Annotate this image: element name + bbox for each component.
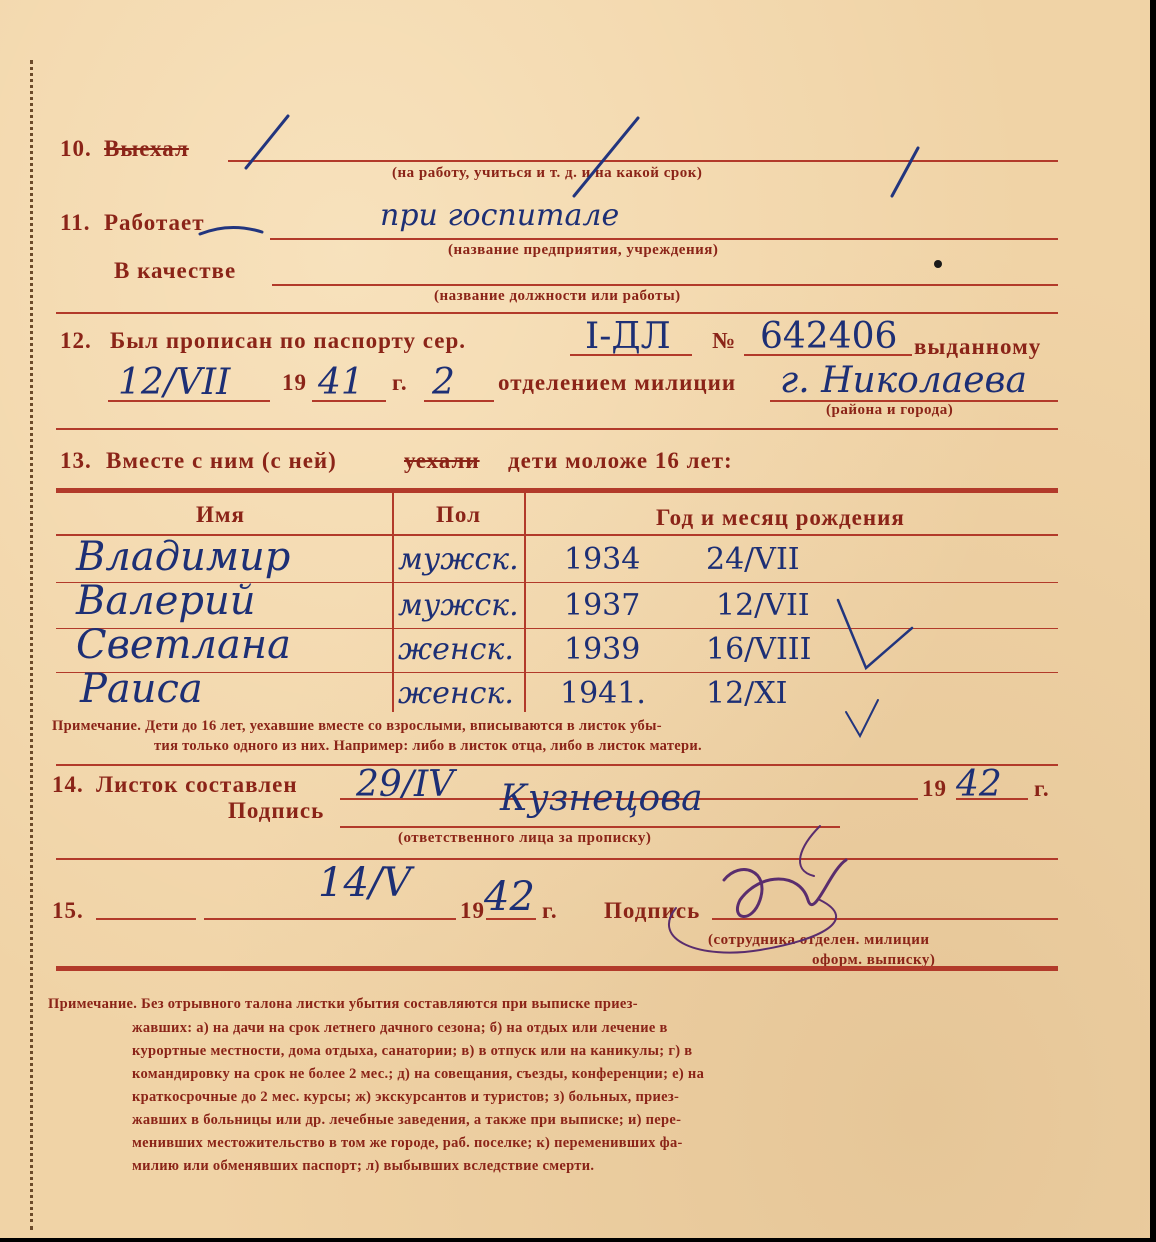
item11-label: Работает bbox=[104, 210, 205, 235]
signature-scribble bbox=[724, 860, 846, 917]
item12-city: г. Николаева bbox=[780, 360, 1027, 401]
item10-caption: (на работу, учиться и т. д. и на какой срок) bbox=[392, 165, 703, 181]
item12-number-label: № bbox=[712, 328, 737, 353]
signature-tail bbox=[800, 826, 820, 876]
item12-label: Был прописан по паспорту сер. bbox=[110, 328, 467, 353]
item11-caption: (название предприятия, учреждения) bbox=[448, 242, 719, 258]
note1-title: Примечание. bbox=[52, 718, 142, 734]
checkmark-icon bbox=[846, 700, 878, 736]
note2-line-2: курортные местности, дома отдыха, санатории; в) в отпуск или на каникулы; г) в bbox=[132, 1043, 693, 1059]
item12-dept-label: отделением милиции bbox=[498, 370, 737, 395]
item15-sign-label: Подпись bbox=[604, 898, 701, 923]
item15-sign-caption1: (сотрудника отделен. милиции bbox=[708, 932, 930, 948]
item14-year-prefix: 19 bbox=[922, 776, 947, 801]
table-row-2-year: 1937 bbox=[564, 588, 641, 623]
table-row-4-sex: женск. bbox=[398, 676, 514, 711]
note2-line-5: жавших в больницы или др. лечебные заведения, а также при выписке; и) пере- bbox=[132, 1112, 682, 1128]
table-row-3-date: 16/VIII bbox=[706, 632, 812, 667]
item10-strike-mark bbox=[892, 148, 918, 196]
item12-dept-number: 2 bbox=[432, 362, 455, 403]
table-header-birth: Год и месяц рождения bbox=[656, 505, 905, 530]
table-row-2-date: 12/VII bbox=[716, 588, 810, 623]
item12-year-unit: г. bbox=[392, 370, 408, 395]
item15-year-suffix: 42 bbox=[484, 874, 535, 920]
item12-passport-number: 642406 bbox=[760, 316, 898, 357]
item13-struck-word: уехали bbox=[404, 448, 480, 473]
item12-series: I-ДЛ bbox=[585, 316, 671, 357]
item11-number: 11. bbox=[60, 210, 91, 235]
stamp-signature-scribble bbox=[669, 900, 836, 953]
table-header-sex: Пол bbox=[436, 502, 481, 527]
item14-date: 29/IV bbox=[356, 764, 455, 805]
note2-line-1: жавших: а) на дачи на срок летнего дачного сезона; б) на отдых или лечение в bbox=[132, 1020, 668, 1036]
table-row-2-name: Валерий bbox=[76, 578, 256, 624]
item14-year-suffix: 42 bbox=[956, 764, 1002, 805]
item11-role-caption: (название должности или работы) bbox=[434, 288, 681, 304]
item12-issued-label: выданному bbox=[914, 334, 1042, 359]
note2-line-0-text: Без отрывного талона листки убытия составляются при выписке приез- bbox=[141, 996, 638, 1012]
item14-signature: Кузнецова bbox=[500, 778, 703, 819]
note2-line-7: милию или обменявших паспорт; л) выбывших вследствие смерти. bbox=[132, 1158, 595, 1174]
item15-sign-caption2: оформ. выписку) bbox=[812, 952, 936, 968]
note2-title: Примечание. bbox=[48, 996, 138, 1012]
item14-sign-caption: (ответственного лица за прописку) bbox=[398, 830, 652, 846]
note1-line1: Дети до 16 лет, уехавшие вместе со взрослыми, вписываются в листок убы- bbox=[145, 718, 662, 734]
item12-year-suffix: 41 bbox=[318, 362, 364, 403]
item12-city-caption: (района и города) bbox=[826, 402, 954, 418]
item13-number: 13. bbox=[60, 448, 92, 473]
item15-year-prefix: 19 bbox=[460, 898, 485, 923]
table-row-3-year: 1939 bbox=[564, 632, 641, 667]
table-row-4-year: 1941. bbox=[560, 676, 646, 711]
item15-date: 14/V bbox=[318, 860, 412, 906]
item15-year-unit: г. bbox=[542, 898, 558, 923]
table-row-3-name: Светлана bbox=[76, 622, 291, 668]
note2-line-4: краткосрочные до 2 мес. курсы; ж) экскурсантов и туристов; з) больных, приез- bbox=[132, 1089, 680, 1105]
item10-strike-mark bbox=[574, 118, 638, 196]
item11-prefix-scribble bbox=[200, 227, 262, 234]
table-row-3-sex: женск. bbox=[398, 632, 514, 667]
item10-number: 10. bbox=[60, 136, 92, 161]
item11-role-label: В качестве bbox=[114, 258, 237, 283]
item11-handwritten-workplace: при госпитале bbox=[380, 198, 620, 233]
table-row-1-date: 24/VII bbox=[706, 542, 800, 577]
table-row-2-sex: мужск. bbox=[398, 588, 519, 623]
item10-label: Выехал bbox=[104, 136, 189, 161]
note2-line-6: менивших местожительство в том же городе, раб. поселке; к) переменивших фа- bbox=[132, 1135, 683, 1151]
item10-strike-mark bbox=[246, 116, 288, 168]
item14-sign-label: Подпись bbox=[228, 798, 325, 823]
item12-year-prefix: 19 bbox=[282, 370, 307, 395]
item14-label: Листок составлен bbox=[96, 772, 298, 797]
table-row-4-date: 12/XI bbox=[706, 676, 788, 711]
item13-label-end: дети моложе 16 лет: bbox=[508, 448, 733, 473]
note2-line-3: командировку на срок не более 2 мес.; д) на совещания, съезды, конференции; е) на bbox=[132, 1066, 705, 1082]
table-row-4-name: Раиса bbox=[80, 666, 203, 712]
table-header-name: Имя bbox=[196, 502, 245, 527]
item14-year-unit: г. bbox=[1034, 776, 1050, 801]
note1-line2: тия только одного из них. Например: либо в листок отца, либо в листок матери. bbox=[154, 738, 702, 754]
item15-number: 15. bbox=[52, 898, 84, 923]
table-row-1-year: 1934 bbox=[564, 542, 641, 577]
table-row-1-sex: мужск. bbox=[398, 542, 519, 577]
item14-number: 14. bbox=[52, 772, 84, 797]
item12-number: 12. bbox=[60, 328, 92, 353]
checkmark-icon bbox=[838, 600, 912, 668]
ink-dot bbox=[934, 260, 942, 268]
item13-label: Вместе с ним (с ней) bbox=[106, 448, 337, 473]
table-row-1-name: Владимир bbox=[76, 534, 291, 580]
item12-issue-date: 12/VII bbox=[118, 362, 231, 403]
